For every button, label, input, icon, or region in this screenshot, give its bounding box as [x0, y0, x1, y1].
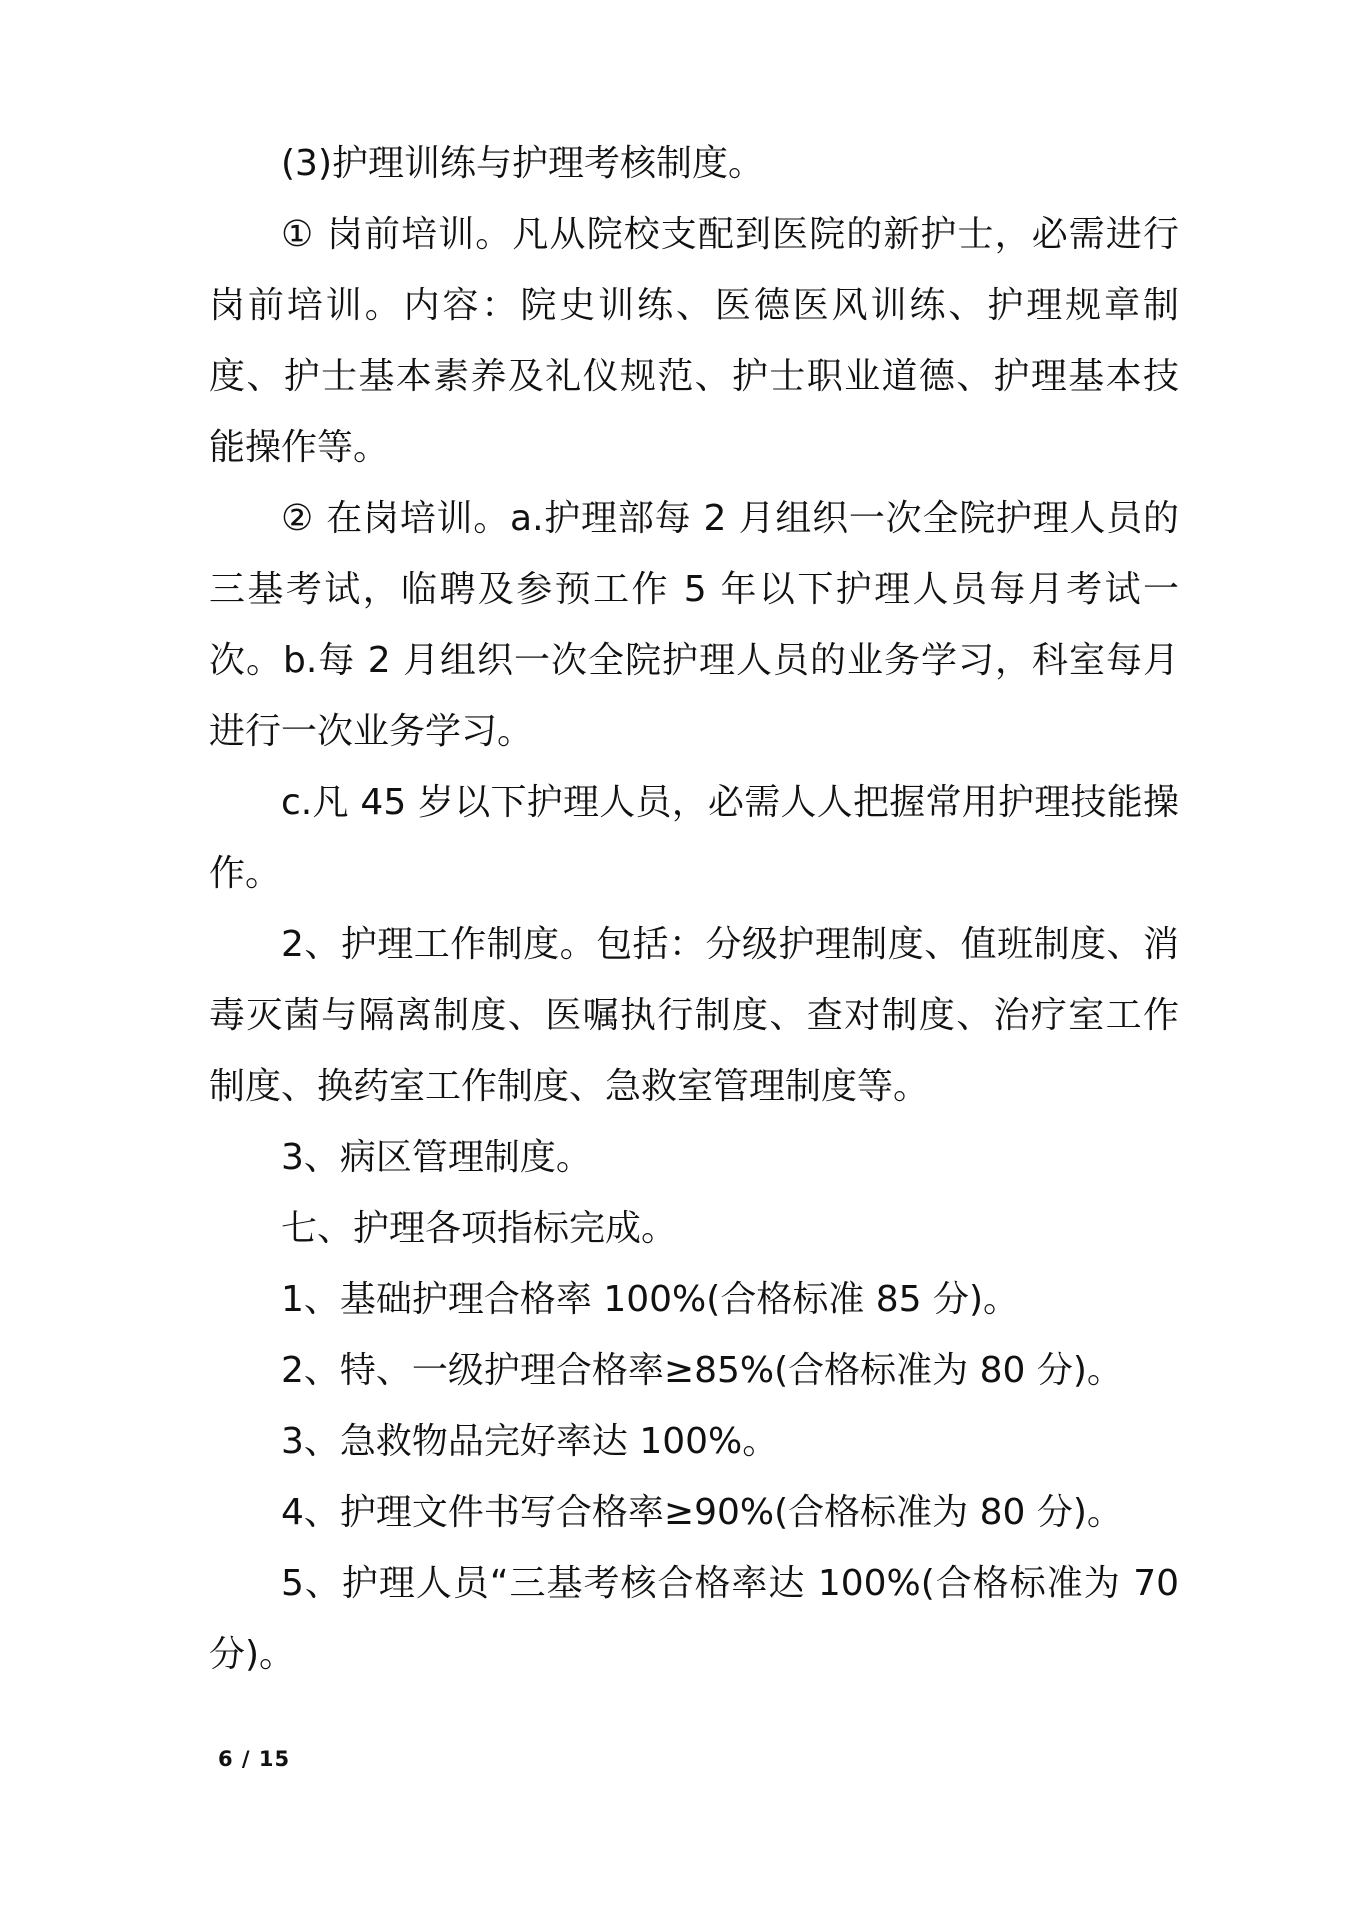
paragraph-skill-mastery: c.凡 45 岁以下护理人员，必需人人把握常用护理技能操作。 [209, 782, 1179, 894]
paragraph-ward-management: 3、病区管理制度。 [281, 1137, 592, 1178]
paragraph-indicator-special-care: 2、特、一级护理合格率≥85%(合格标准为 80 分)。 [281, 1350, 1123, 1391]
paragraph-indicator-emergency-supplies: 3、急救物品完好率达 100%。 [281, 1421, 779, 1462]
paragraph-work-system: 2、护理工作制度。包括：分级护理制度、值班制度、消毒灭菌与隔离制度、医嘱执行制度、查对制度、治疗室工作制度、换药室工作制度、急救室管理制度等。 [209, 924, 1179, 1107]
paragraph-pre-job-training: ① 岗前培训。凡从院校支配到医院的新护士，必需进行岗前培训。内容：院史训练、医德医风训练、护理规章制度、护士基本素养及礼仪规范、护士职业道德、护理基本技能操作等。 [209, 214, 1179, 468]
page-number: 6 / 15 [218, 1747, 291, 1771]
paragraph-indicator-three-basics: 5、护理人员“三基考核合格率达 100%(合格标准为 70 分)。 [209, 1563, 1191, 1675]
paragraph-indicator-documentation: 4、护理文件书写合格率≥90%(合格标准为 80 分)。 [281, 1492, 1123, 1533]
paragraph-indicator-basic-care: 1、基础护理合格率 100%(合格标准 85 分)。 [281, 1279, 1020, 1320]
document-body [209, 128, 1191, 1690]
paragraph-on-job-training: ② 在岗培训。a.护理部每 2 月组织一次全院护理人员的三基考试，临聘及参预工作 5 年以下护理人员每月考试一次。b.每 2 月组织一次全院护理人员的业务学习，科室每月进行一次业务学习。 [209, 498, 1179, 752]
paragraph-indicators-heading: 七、护理各项指标完成。 [281, 1208, 678, 1249]
paragraph-training-assessment-heading: (3)护理训练与护理考核制度。 [281, 143, 764, 184]
